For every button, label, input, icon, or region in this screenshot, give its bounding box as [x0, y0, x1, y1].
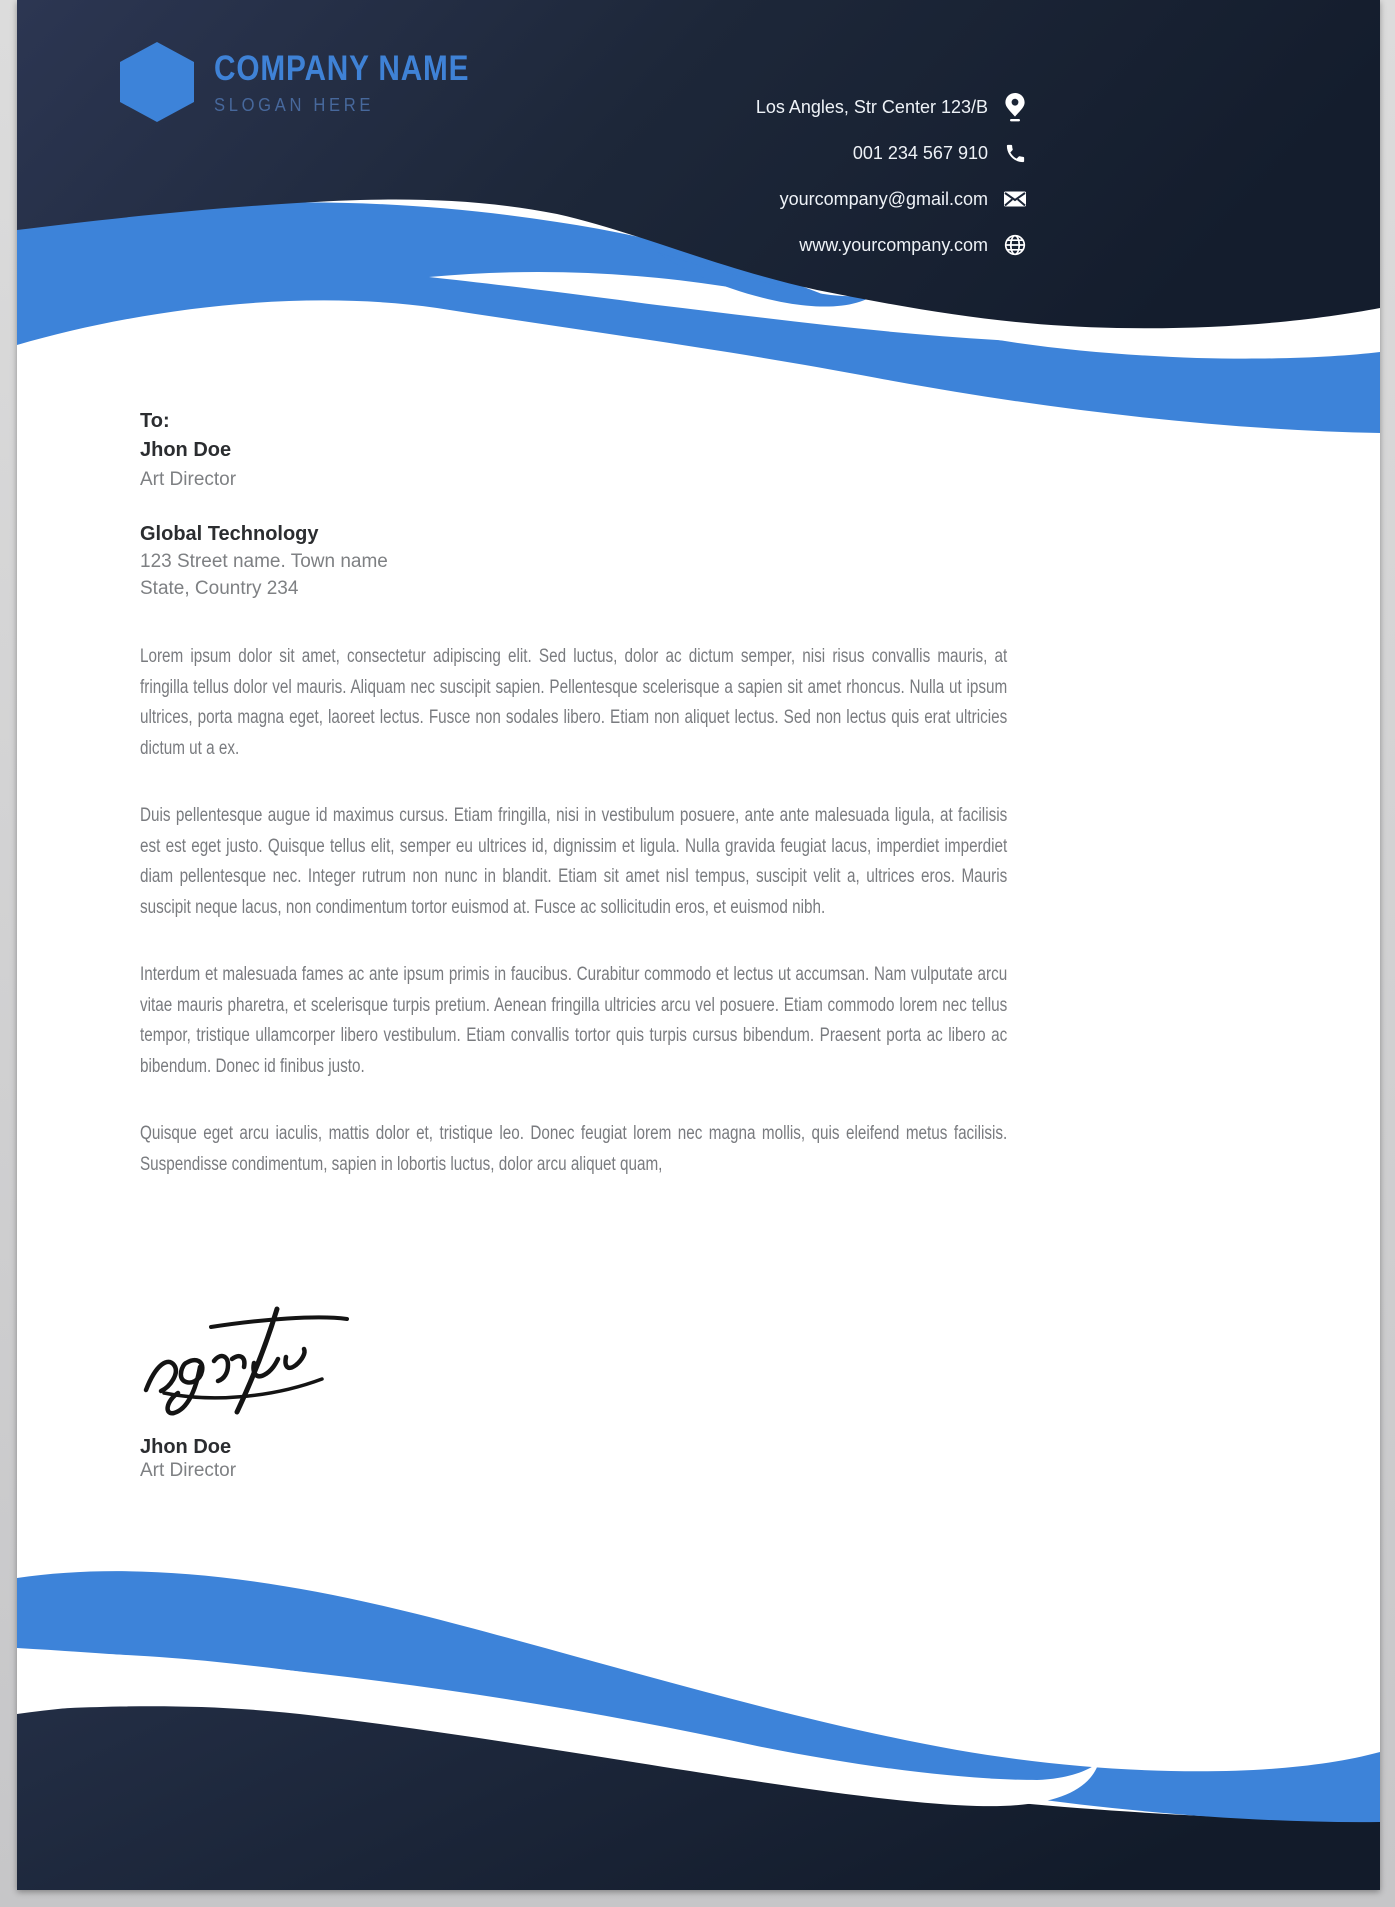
body-paragraph: Quisque eget arcu iaculis, mattis dolor et, tristique leo. Donec feugiat lorem nec magna mollis, quis eleifend metus facilisis. Suspendisse condimentum, sapien in lobortis luctus, dolor arcu aliquet quam,: [140, 1123, 1008, 1175]
company-logo: [120, 42, 514, 122]
letterhead-page: [17, 0, 1380, 1890]
to-label: To:: [140, 410, 170, 432]
contact-phone: 001 234 567 910: [852, 142, 988, 163]
signature-block: [133, 1300, 373, 1483]
recipient-company-block: [140, 521, 388, 602]
body-paragraph: Lorem ipsum dolor sit amet, consectetur adipiscing elit. Sed luctus, dolor ac dictum semper, nisi risus convallis mauris, at fringilla tellus dolor vel mauris. Aliquam nec suscipit sapien. Pellentesque scelerisque a sapien sit amet rhoncus. Nulla ut ipsum ultrices, porta magna eget, laoreet lectus. Fusce non sodales libero. Etiam non aliquet lectus. Sed non lectus quis erat ultricies dictum ut a ex.: [140, 646, 1008, 759]
contact-row-address: [756, 84, 1027, 130]
sender-name: Jhon Doe: [140, 1436, 232, 1458]
signature-icon: [133, 1300, 373, 1425]
contact-website: www.yourcompany.com: [799, 234, 988, 255]
company-slogan: SLOGAN HERE: [214, 94, 375, 115]
hexagon-logo-icon: [120, 42, 194, 122]
contact-email: yourcompany@gmail.com: [779, 188, 988, 209]
location-pin-icon: [1003, 92, 1027, 122]
email-icon: [1003, 187, 1027, 211]
company-name: COMPANY NAME: [214, 48, 470, 88]
body-paragraph: Duis pellentesque augue id maximus cursus. Etiam fringilla, nisi in vestibulum posuere, ante ante malesuada ligula, at facilisis est est eget justo. Quisque tellus elit, semper eu ultrices id, dignissim et ligula. Nulla gravida feugiat lacus, imperdiet imperdiet diam pellentesque nec. Integer rutrum non nunc in blandit. Etiam sit amet nisl tempus, suscipit velit a, ultrices eros. Mauris suscipit neque lacus, non condimentum tortor euismod at. Fusce ac sollicitudin eros, et euismod nibh.: [140, 805, 1008, 918]
sender-title: Art Director: [140, 1460, 237, 1481]
recipient-title: Art Director: [140, 469, 237, 490]
letter-body: [140, 642, 1007, 1217]
recipient-company: Global Technology: [140, 523, 319, 545]
body-paragraph: Interdum et malesuada fames ac ante ipsum primis in faucibus. Curabitur commodo et lectus ut accumsan. Nam vulputate arcu vitae mauris pharetra, et scelerisque turpis pretium. Aenean fringilla ultricies arcu vel posuere. Etiam commodo lorem nec tellus tempor, tristique ullamcorper libero vestibulum. Etiam convallis tortor quis turpis cursus bibendum. Praesent porta ac libero ac bibendum. Donec id finibus justo.: [140, 964, 1008, 1077]
logo-text: [214, 49, 514, 116]
recipient-address-line2: State, Country 234: [140, 578, 299, 599]
contact-row-email: [756, 176, 1027, 222]
contact-block: [756, 84, 1027, 268]
contact-row-phone: [756, 130, 1027, 176]
footer-wave-graphic: [17, 1540, 1380, 1890]
recipient-block: [140, 407, 236, 494]
contact-address: Los Angles, Str Center 123/B: [755, 96, 988, 117]
contact-row-website: [756, 222, 1027, 268]
globe-icon: [1003, 233, 1027, 257]
recipient-address-line1: 123 Street name. Town name: [140, 551, 388, 572]
recipient-name: Jhon Doe: [140, 439, 232, 461]
phone-icon: [1003, 142, 1027, 165]
